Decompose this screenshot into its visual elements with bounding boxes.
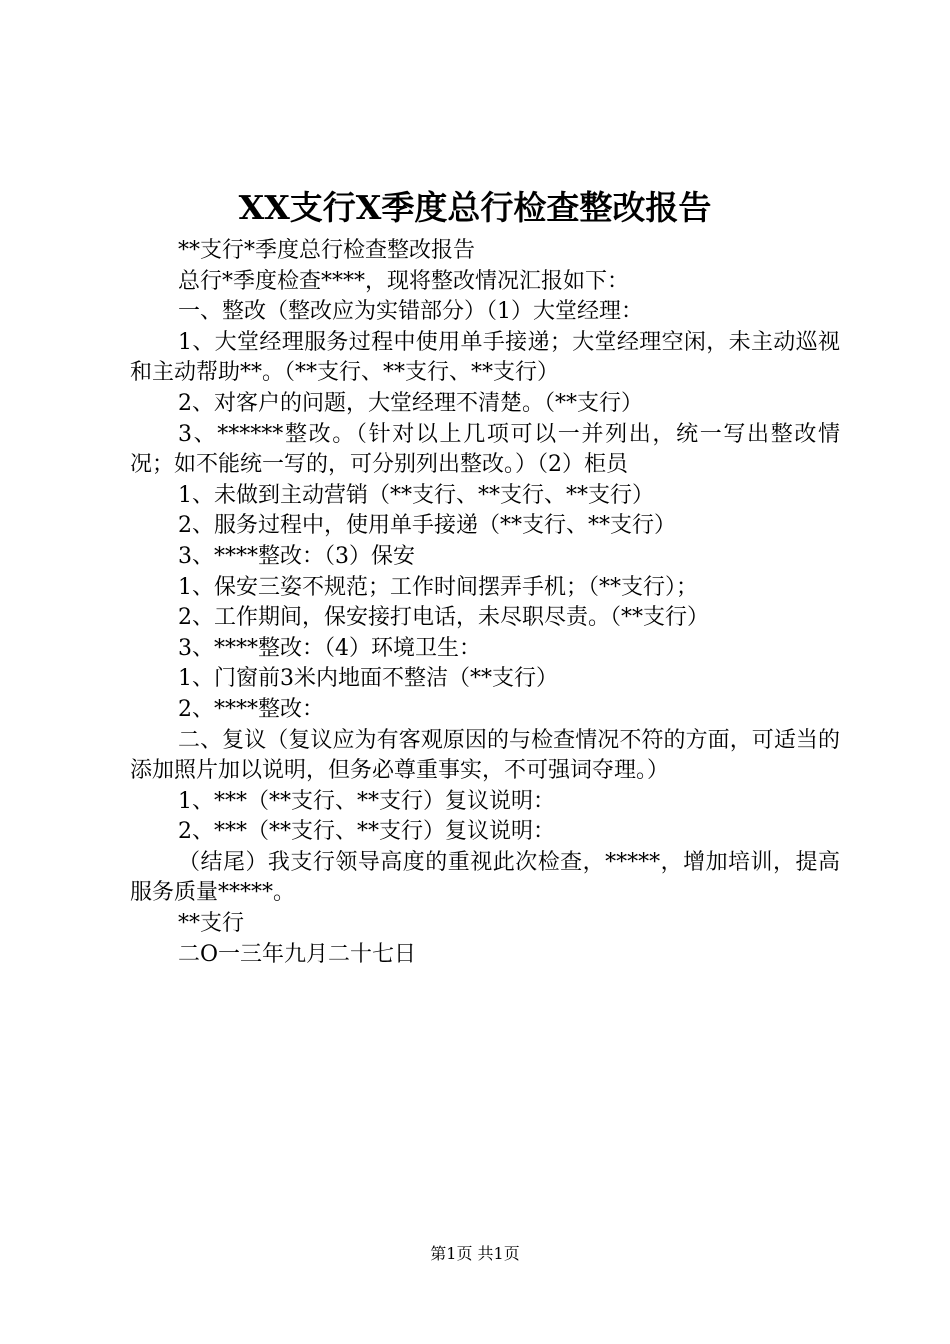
paragraph: **支行*季度总行检查整改报告 [178, 238, 476, 263]
paragraph: 2、***（**支行、**支行）复议说明： [178, 819, 555, 845]
paragraph: 1、***（**支行、**支行）复议说明： [178, 788, 555, 814]
paragraph: （结尾）我支行领导高度的重视此次检查，*****，增加培训，提高服务质量*****。 [130, 849, 840, 906]
page-footer: 第1页 共1页 [430, 1244, 520, 1263]
paragraph: 1、未做到主动营销（**支行、**支行、**支行） [178, 482, 654, 508]
paragraph: 1、门窗前3米内地面不整洁（**支行） [178, 666, 558, 692]
paragraph: 3、****整改：（4）环境卫生： [178, 635, 481, 661]
document-body [130, 236, 840, 970]
paragraph: 2、工作期间，保安接打电话，未尽职尽责。（**支行） [178, 605, 709, 631]
paragraph: 2、****整改： [178, 696, 324, 722]
paragraph: 1、大堂经理服务过程中使用单手接递；大堂经理空闲，未主动巡视和主动帮助**。（**支行、**支行、**支行） [130, 329, 840, 386]
paragraph: 一、整改（整改应为实错部分）（1）大堂经理： [178, 299, 643, 325]
paragraph: 3、******整改。（针对以上几项可以一并列出，统一写出整改情况；如不能统一写的，可分别列出整改。）（2）柜员 [130, 421, 840, 478]
paragraph: 2、对客户的问题，大堂经理不清楚。（**支行） [178, 390, 643, 416]
paragraph: 3、****整改：（3）保安 [178, 543, 415, 569]
paragraph: 1、保安三姿不规范；工作时间摆弄手机；（**支行）； [178, 574, 698, 600]
signature-date: 二O一三年九月二十七日 [178, 941, 417, 967]
paragraph: 总行*季度检查****，现将整改情况汇报如下： [178, 268, 630, 294]
document-title: XX支行X季度总行检查整改报告 [238, 188, 712, 227]
signature-branch: **支行 [178, 911, 245, 937]
paragraph: 二、复议（复议应为有客观原因的与检查情况不符的方面，可适当的添加照片加以说明，但务必尊重事实，不可强词夺理。） [130, 727, 840, 784]
paragraph: 2、服务过程中，使用单手接递（**支行、**支行） [178, 513, 676, 539]
